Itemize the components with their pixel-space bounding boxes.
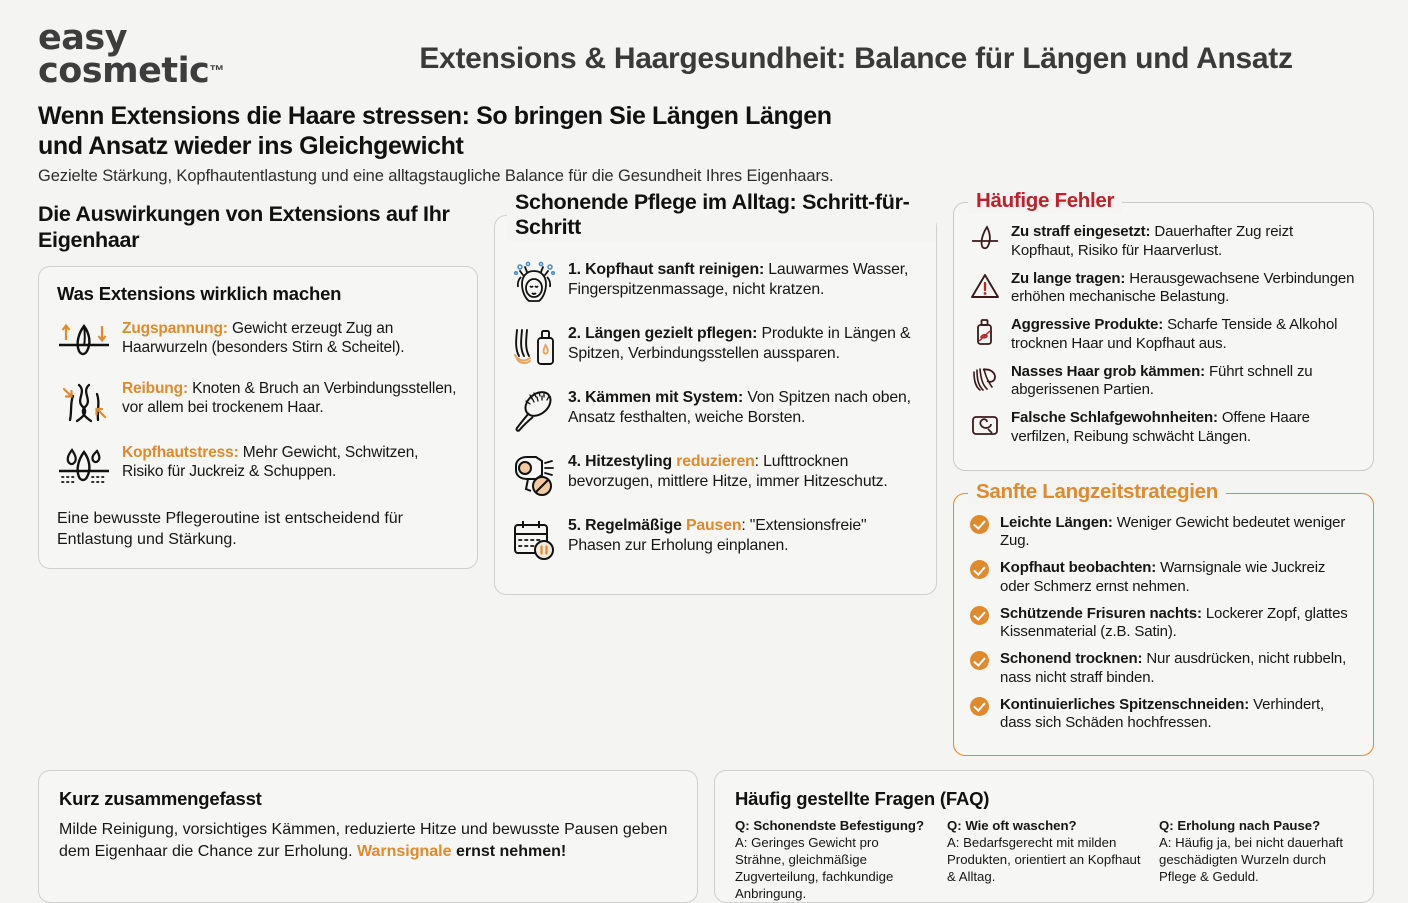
- list-item: [970, 363, 1357, 401]
- list-item-body: Lockerer Zopf, glattes Kissenmaterial (z.B. Satin).: [1000, 604, 1348, 641]
- faq-item: [947, 818, 1141, 902]
- check-circle-icon: [970, 515, 989, 534]
- list-item-body: Herausgewachsene Verbindungen erhöhen mechanische Belastung.: [1011, 269, 1355, 306]
- list-item-text: [568, 516, 920, 556]
- list-item: [57, 379, 459, 424]
- summary-body: [59, 819, 677, 862]
- logo-line-1: easy: [38, 18, 128, 58]
- effects-heading: Die Auswirkungen von Extensions auf Ihr Eigenhaar: [38, 202, 450, 252]
- hair-root-pull-icon: [970, 223, 1000, 254]
- list-item-body: Scharfe Tenside & Alkohol trocknen Haar und Kopfhaut aus.: [1011, 316, 1338, 352]
- list-item: [970, 316, 1357, 354]
- wet-hair-comb-icon: [970, 363, 1000, 394]
- strategies-panel: [953, 479, 1374, 757]
- list-item-label: Kopfhaut beobachten:: [1000, 559, 1157, 576]
- intro-subline: Gezielte Stärkung, Kopfhautentlastung und eine alltagstaugliche Balance für die Gesundheit Ihres Eigenhaars.: [38, 167, 834, 185]
- faq-question: Q: Erholung nach Pause?: [1159, 818, 1321, 833]
- list-item-label: Schützende Frisuren nachts:: [1000, 604, 1202, 622]
- page-header: [0, 0, 1408, 104]
- list-item-label: Falsche Schlafgewohnheiten:: [1011, 409, 1218, 426]
- list-item: [970, 409, 1357, 447]
- list-item-text: [1000, 650, 1357, 688]
- list-item-text: [122, 319, 459, 359]
- check-circle-icon: [970, 560, 989, 579]
- list-item-body: Führt schnell zu abgerissenen Partien.: [1011, 362, 1313, 399]
- list-item-label: 1. Kopfhaut sanft reinigen:: [568, 261, 765, 278]
- summary-column: [38, 770, 698, 903]
- effects-panel-title: Was Extensions wirklich machen: [57, 282, 342, 304]
- faq-item: [1159, 818, 1353, 902]
- list-item-text: [1011, 223, 1357, 261]
- list-item-label: Schonend trocknen:: [1000, 650, 1143, 667]
- list-item-text: [1011, 363, 1357, 401]
- list-item-text: [1000, 559, 1357, 597]
- column-care-steps: [494, 190, 937, 595]
- list-item-body: Weniger Gewicht bedeutet weniger Zug.: [1000, 513, 1346, 550]
- list-item: [57, 443, 459, 486]
- mistakes-panel: [953, 189, 1374, 471]
- summary-accent: Warnsignale: [356, 842, 452, 860]
- list-item-text: [122, 379, 459, 419]
- list-item: [970, 650, 1357, 688]
- summary-text-1: Milde Reinigung, vorsichtiges Kämmen, reduzierte Hitze und bewusste Pausen geben dem Eigenhaar die Chance zur Erholung.: [59, 821, 668, 860]
- check-circle-icon: [970, 697, 989, 716]
- list-item: [57, 319, 459, 360]
- list-item-label: 4. Hitzestyling: [568, 453, 677, 470]
- bottom-row: [0, 756, 1408, 903]
- list-item-text: [1011, 409, 1357, 447]
- logo-line-2: cosmetic: [38, 50, 210, 91]
- list-item-label: Zugspannung:: [122, 319, 228, 337]
- list-item-body: Gewicht erzeugt Zug an Haarwurzeln (besonders Stirn & Scheitel).: [122, 319, 405, 357]
- list-item-text: [568, 260, 920, 300]
- pillow-sleep-icon: [970, 409, 1000, 440]
- faq-question: Q: Schonendste Befestigung?: [735, 818, 925, 833]
- page-title: Extensions & Haargesundheit: Balance für Längen und Ansatz: [419, 42, 1293, 75]
- faq-answer: A: Bedarfsgerecht mit milden Produkten, orientiert an Kopfhaut & Alltag.: [947, 834, 1141, 884]
- check-circle-icon: [970, 606, 989, 625]
- column-effects: [38, 202, 478, 569]
- list-item-body: Nur ausdrücken, nicht rubbeln, nass nicht straff binden.: [1000, 650, 1347, 686]
- list-item-label: 2. Längen gezielt pflegen:: [568, 325, 758, 342]
- list-item-body: Lauwarmes Wasser, Fingerspitzenmassage, nicht kratzen.: [568, 261, 909, 299]
- hair-friction-knot-icon: [57, 379, 111, 424]
- list-item-label: 3. Kämmen mit System:: [568, 389, 744, 406]
- list-item: [970, 559, 1357, 597]
- list-item-text: [568, 388, 920, 428]
- brand-logo: [38, 18, 338, 91]
- scalp-stress-droplet-icon: [57, 443, 111, 486]
- list-item: [511, 516, 920, 561]
- list-item-body: Produkte in Längen & Spitzen, Verbindungsstellen aussparen.: [568, 325, 911, 363]
- list-item: [970, 696, 1357, 734]
- faq-column: [714, 770, 1374, 903]
- intro-headline: Wenn Extensions die Haare stressen: So bringen Sie Längen Längen und Ansatz wieder ins Gleichgewicht: [38, 102, 832, 160]
- summary-title: Kurz zusammengefasst: [59, 788, 262, 809]
- effects-note: Eine bewusste Pflegeroutine ist entscheidend für Entlastung und Stärkung.: [57, 509, 403, 548]
- list-item-label: Kontinuierliches Spitzenschneiden:: [1000, 695, 1250, 713]
- hairdryer-no-heat-icon: [511, 452, 557, 497]
- list-item-body: Offene Haare verfilzen, Reibung schwächt Längen.: [1011, 409, 1310, 445]
- list-item-body: Warnsignale wie Juckreiz oder Schmerz ernst nehmen.: [1000, 559, 1326, 595]
- care-steps-list: [511, 260, 920, 561]
- list-item-text: [1011, 270, 1357, 308]
- mistakes-legend: Häufige Fehler: [968, 189, 1122, 213]
- list-item-label: Aggressive Produkte:: [1011, 316, 1164, 333]
- mistakes-list: [970, 223, 1357, 447]
- calendar-pause-icon: [511, 516, 557, 561]
- list-item: [511, 388, 920, 433]
- list-item: [970, 223, 1357, 261]
- faq-question: Q: Wie oft waschen?: [947, 818, 1077, 833]
- list-item-text: [568, 452, 920, 492]
- list-item-text: [568, 324, 920, 364]
- list-item-body: : Lufttrocknen bevorzugen, mittlere Hitze, immer Hitzeschutz.: [568, 453, 888, 491]
- summary-text-2: ernst nehmen!: [451, 842, 567, 860]
- faq-answer: A: Geringes Gewicht pro Strähne, gleichmäßige Zugverteilung, fachkundige Anbringung.: [735, 834, 894, 901]
- scalp-massage-icon: [511, 260, 557, 305]
- list-item: [970, 270, 1357, 308]
- column-mistakes-strategies: [953, 189, 1374, 756]
- list-item: [511, 260, 920, 305]
- effects-list: [57, 319, 459, 486]
- list-item-label-accent: Pausen: [686, 517, 742, 534]
- faq-title: Häufig gestellte Fragen (FAQ): [735, 788, 990, 809]
- list-item-label: Kopfhautstress:: [122, 443, 239, 461]
- list-item-text: [122, 443, 459, 483]
- main-columns: [0, 186, 1408, 756]
- hair-follicle-tension-icon: [57, 319, 111, 360]
- list-item-body: Verhindert, dass sich Schäden hochfressen.: [1000, 695, 1325, 732]
- list-item-label: Reibung:: [122, 379, 188, 397]
- list-item-text: [1000, 514, 1357, 552]
- list-item-body: Knoten & Bruch an Verbindungsstellen, vor allem bei trockenem Haar.: [122, 379, 457, 417]
- hair-conditioner-bottle-icon: [511, 324, 557, 369]
- list-item: [511, 324, 920, 369]
- faq-item: [735, 818, 929, 902]
- list-item-label: Zu straff eingesetzt:: [1011, 223, 1151, 240]
- list-item-body: Von Spitzen nach oben, Ansatz festhalten, weiche Borsten.: [568, 389, 911, 427]
- trademark-symbol: ™: [209, 62, 225, 80]
- strategies-list: [970, 514, 1357, 734]
- list-item: [970, 514, 1357, 552]
- intro-block: [0, 102, 1408, 186]
- list-item-label: 5. Regelmäßige: [568, 517, 687, 534]
- list-item-label-accent: reduzieren: [676, 453, 755, 470]
- list-item-text: [1000, 696, 1357, 734]
- check-circle-icon: [970, 651, 989, 670]
- list-item-body: : "Extensionsfreie" Phasen zur Erholung einplanen.: [568, 517, 867, 555]
- list-item-label: Leichte Längen:: [1000, 513, 1113, 531]
- summary-panel: [38, 770, 698, 903]
- list-item-body: Mehr Gewicht, Schwitzen, Risiko für Juckreiz & Schuppen.: [122, 443, 419, 481]
- effects-panel: [38, 266, 478, 569]
- list-item-label: Nasses Haar grob kämmen:: [1011, 362, 1205, 380]
- strategies-legend: Sanfte Langzeitstrategien: [968, 480, 1226, 504]
- warning-triangle-icon: [970, 270, 1000, 301]
- faq-answer: A: Häufig ja, bei nicht dauerhaft geschädigten Wurzeln durch Pflege & Geduld.: [1159, 834, 1344, 884]
- list-item-text: [1011, 316, 1357, 354]
- faq-items: [735, 818, 1353, 902]
- list-item-body: Dauerhafter Zug reizt Kopfhaut, Risiko für Haarverlust.: [1011, 223, 1293, 259]
- faq-panel: [714, 770, 1374, 903]
- list-item: [511, 452, 920, 497]
- harsh-product-bottle-icon: [970, 316, 1000, 347]
- care-steps-panel: [494, 190, 937, 595]
- hairbrush-icon: [511, 388, 557, 433]
- list-item-text: [1000, 605, 1357, 643]
- care-steps-heading: Schonende Pflege im Alltag: Schritt-für-Schritt: [507, 190, 936, 241]
- list-item-label: Zu lange tragen:: [1011, 269, 1126, 287]
- list-item: [970, 605, 1357, 643]
